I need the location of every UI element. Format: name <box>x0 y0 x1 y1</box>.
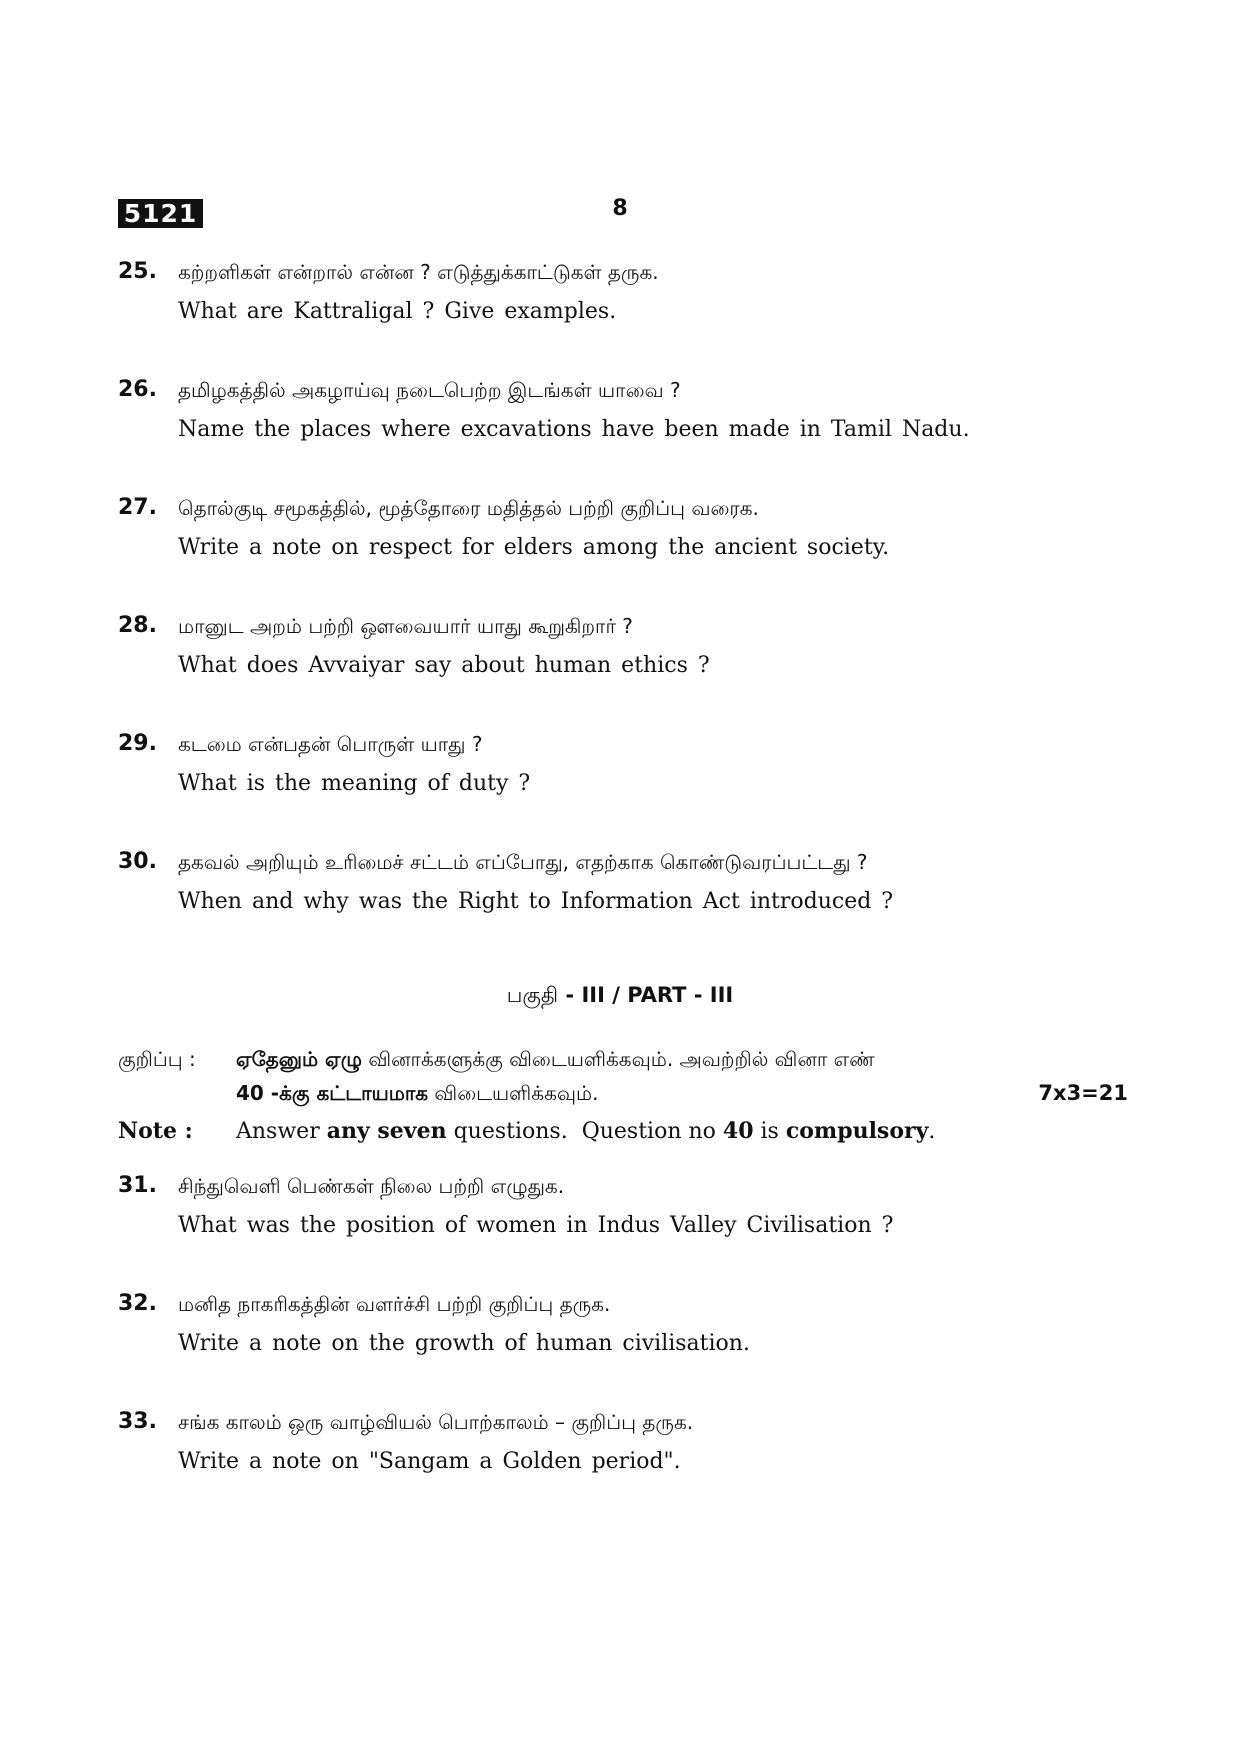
question-tamil: சிந்துவெளி பெண்கள் நிலை பற்றி எழுதுக. <box>178 1174 565 1198</box>
question-english: Write a note on "Sangam a Golden period". <box>178 1449 681 1474</box>
page-number: 8 <box>612 196 628 221</box>
question-number: 25. <box>118 259 157 284</box>
note-bold-any-seven: any seven <box>326 1118 447 1144</box>
note-text-segment: Answer <box>236 1119 327 1144</box>
note-english-label: Note : <box>118 1118 193 1144</box>
question-english: Name the places where excavations have been made in Tamil Nadu. <box>178 417 970 442</box>
question-number: 29. <box>118 731 157 756</box>
question-english: Write a note on respect for elders among the ancient society. <box>178 535 890 560</box>
question-number: 28. <box>118 613 157 638</box>
question-tamil: தகவல் அறியும் உரிமைச் சட்டம் எப்போது, எதற்காக கொண்டுவரப்பட்டது ? <box>178 850 868 874</box>
note-bold-question-number: 40 <box>722 1118 754 1144</box>
question-tamil: மானுட அறம் பற்றி ஔவையார் யாது கூறுகிறார் ? <box>178 614 633 638</box>
note-text-segment: . <box>928 1119 936 1144</box>
question-english: Write a note on the growth of human civilisation. <box>178 1331 750 1356</box>
note-bold-compulsory: compulsory <box>785 1118 929 1144</box>
question-tamil: தமிழகத்தில் அகழாய்வு நடைபெற்ற இடங்கள் யாவை ? <box>178 378 681 402</box>
note-tamil-line-2 <box>236 1076 598 1110</box>
note-tamil-label: குறிப்பு : <box>118 1047 196 1071</box>
question-number: 26. <box>118 377 157 402</box>
question-english: What was the position of women in Indus Valley Civilisation ? <box>178 1213 894 1238</box>
question-english: When and why was the Right to Information Act introduced ? <box>178 889 894 914</box>
question-tamil: சங்க காலம் ஒரு வாழ்வியல் பொற்காலம் – குறிப்பு தருக. <box>178 1410 694 1434</box>
question-number: 33. <box>118 1409 157 1434</box>
part-heading-separator: - III / <box>558 983 628 1007</box>
question-number: 32. <box>118 1291 157 1316</box>
paper-code: 5121 <box>118 199 203 228</box>
question-tamil: மனித நாகரிகத்தின் வளர்ச்சி பற்றி குறிப்பு தருக. <box>178 1292 611 1316</box>
marks-allocation: 7x3=21 <box>1038 1081 1128 1105</box>
note-tamil-text-1: வினாக்களுக்கு விடையளிக்கவும். அவற்றில் வினா எண் <box>362 1047 875 1071</box>
part-heading-tamil: பகுதி <box>506 983 559 1007</box>
question-number: 27. <box>118 495 157 520</box>
note-text-segment: is <box>753 1119 786 1144</box>
question-tamil: தொல்குடி சமூகத்தில், மூத்தோரை மதித்தல் பற்றி குறிப்பு வரைக. <box>178 496 759 520</box>
question-english: What does Avvaiyar say about human ethics ? <box>178 653 710 678</box>
question-tamil: கடமை என்பதன் பொருள் யாது ? <box>178 732 483 756</box>
part-heading <box>0 980 1240 1010</box>
note-text-segment: questions. Question no <box>446 1119 723 1144</box>
question-number: 30. <box>118 849 157 874</box>
note-tamil-line-1 <box>236 1042 875 1076</box>
note-tamil-bold-2: 40 -க்கு கட்டாயமாக <box>236 1081 429 1105</box>
question-number: 31. <box>118 1173 157 1198</box>
question-english: What are Kattraligal ? Give examples. <box>178 299 617 324</box>
note-tamil-bold-1: ஏதேனும் ஏழு <box>236 1047 362 1071</box>
note-english-text <box>236 1116 935 1147</box>
question-tamil: கற்றளிகள் என்றால் என்ன ? எடுத்துக்காட்டுகள் தருக. <box>178 260 659 284</box>
part-heading-english: PART - III <box>627 983 734 1007</box>
note-tamil-text-2: விடையளிக்கவும். <box>428 1081 599 1105</box>
question-english: What is the meaning of duty ? <box>178 771 531 796</box>
